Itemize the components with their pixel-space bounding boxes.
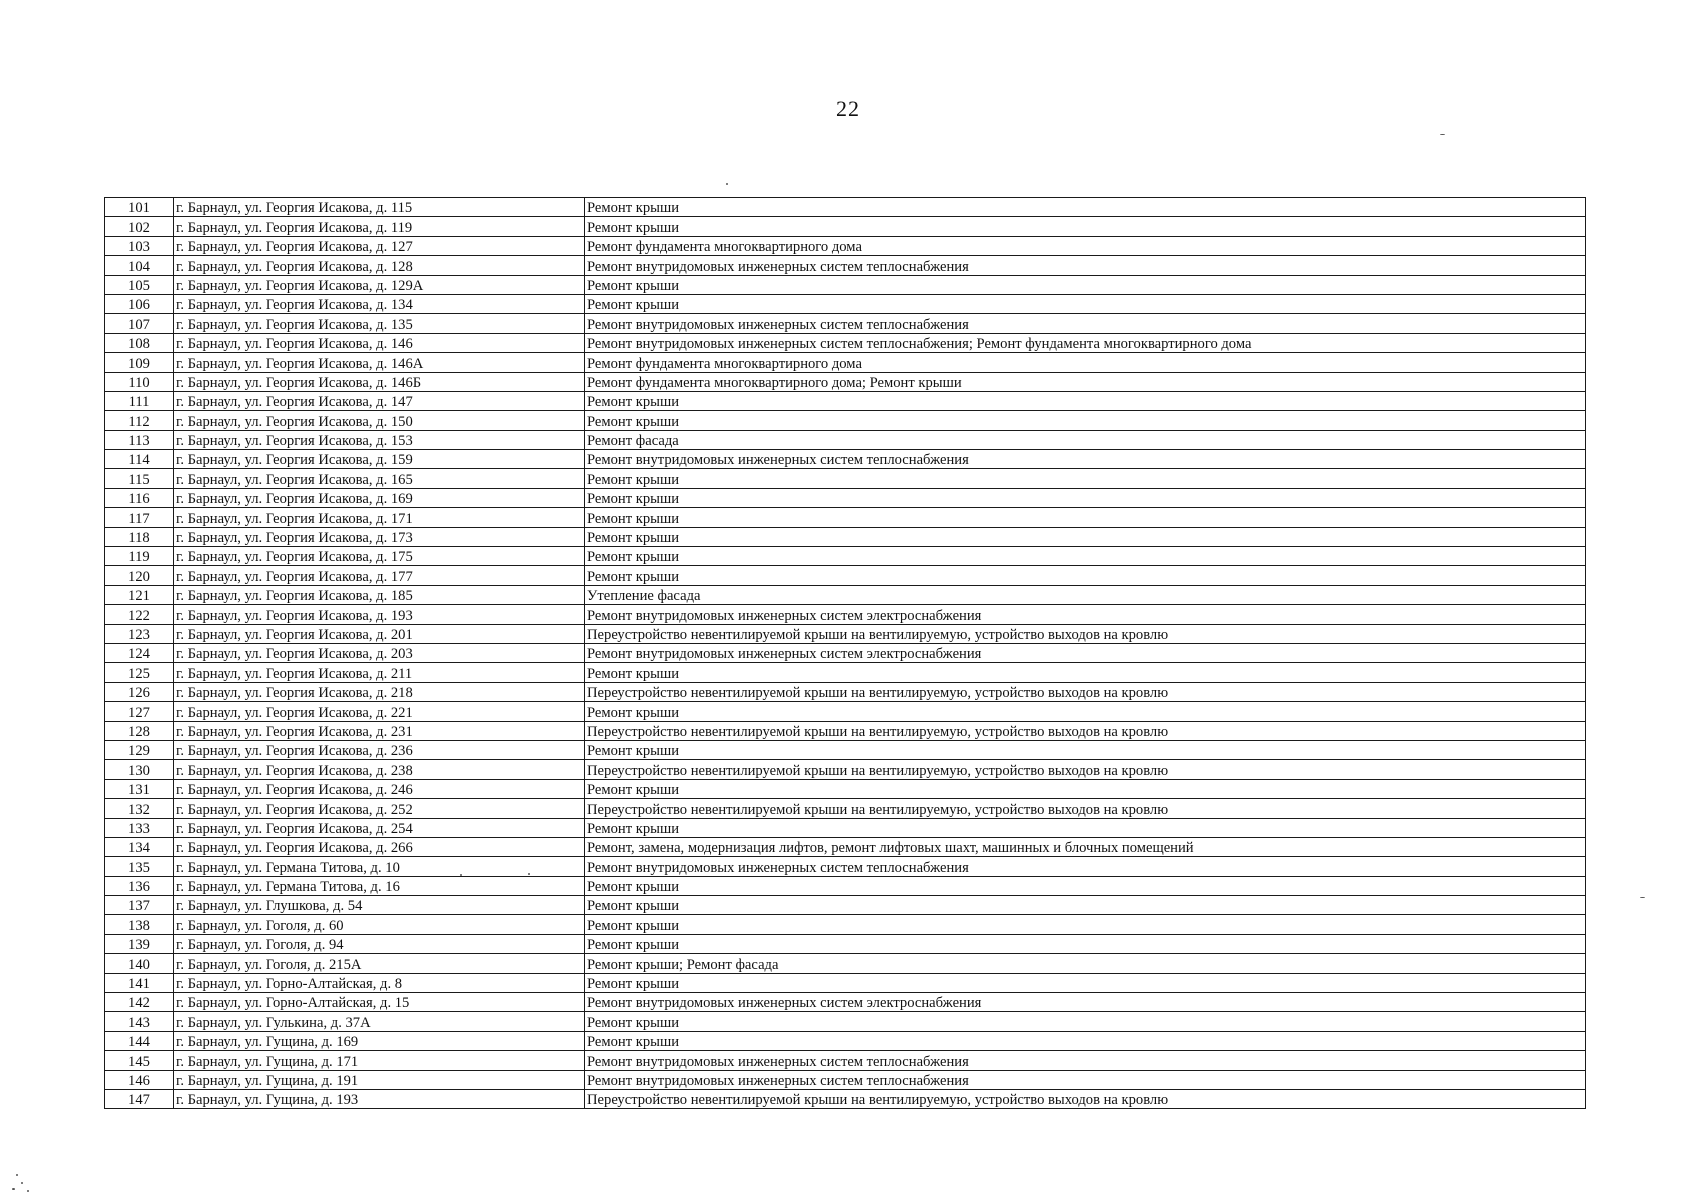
address-cell: г. Барнаул, ул. Германа Титова, д. 10 bbox=[174, 857, 585, 876]
row-number-cell: 124 bbox=[105, 643, 174, 662]
address-cell: г. Барнаул, ул. Георгия Исакова, д. 119 bbox=[174, 217, 585, 236]
table-row bbox=[105, 1012, 1586, 1031]
table-row bbox=[105, 993, 1586, 1012]
work-type-cell: Ремонт крыши bbox=[585, 198, 1586, 217]
table-row bbox=[105, 353, 1586, 372]
address-cell: г. Барнаул, ул. Георгия Исакова, д. 175 bbox=[174, 547, 585, 566]
row-number-cell: 134 bbox=[105, 837, 174, 856]
address-cell: г. Барнаул, ул. Георгия Исакова, д. 129А bbox=[174, 275, 585, 294]
row-number-cell: 117 bbox=[105, 508, 174, 527]
table-row bbox=[105, 430, 1586, 449]
table-row bbox=[105, 896, 1586, 915]
work-type-cell: Ремонт крыши bbox=[585, 217, 1586, 236]
address-cell: г. Барнаул, ул. Горно-Алтайская, д. 15 bbox=[174, 993, 585, 1012]
address-cell: г. Барнаул, ул. Гоголя, д. 94 bbox=[174, 934, 585, 953]
page-number: 22 bbox=[836, 96, 860, 121]
row-number-cell: 123 bbox=[105, 624, 174, 643]
table-row bbox=[105, 256, 1586, 275]
work-type-cell: Ремонт крыши bbox=[585, 896, 1586, 915]
table-row bbox=[105, 1051, 1586, 1070]
table-row bbox=[105, 605, 1586, 624]
scan-speck bbox=[12, 1188, 15, 1190]
table-row bbox=[105, 198, 1586, 217]
table-row bbox=[105, 740, 1586, 759]
row-number-cell: 125 bbox=[105, 663, 174, 682]
work-type-cell: Ремонт фасада bbox=[585, 430, 1586, 449]
row-number-cell: 113 bbox=[105, 430, 174, 449]
address-cell: г. Барнаул, ул. Георгия Исакова, д. 169 bbox=[174, 488, 585, 507]
work-type-cell: Ремонт крыши bbox=[585, 508, 1586, 527]
work-type-cell: Ремонт внутридомовых инженерных систем электроснабжения bbox=[585, 605, 1586, 624]
row-number-cell: 121 bbox=[105, 585, 174, 604]
work-type-cell: Переустройство невентилируемой крыши на вентилируемую, устройство выходов на кровлю bbox=[585, 721, 1586, 740]
table-row bbox=[105, 682, 1586, 701]
row-number-cell: 140 bbox=[105, 954, 174, 973]
table-body bbox=[105, 198, 1586, 1109]
work-type-cell: Ремонт фундамента многоквартирного дома bbox=[585, 353, 1586, 372]
table-row bbox=[105, 333, 1586, 352]
table-row bbox=[105, 915, 1586, 934]
row-number-cell: 122 bbox=[105, 605, 174, 624]
row-number-cell: 139 bbox=[105, 934, 174, 953]
row-number-cell: 107 bbox=[105, 314, 174, 333]
work-type-cell: Переустройство невентилируемой крыши на вентилируемую, устройство выходов на кровлю bbox=[585, 682, 1586, 701]
table-row bbox=[105, 799, 1586, 818]
address-cell: г. Барнаул, ул. Горно-Алтайская, д. 8 bbox=[174, 973, 585, 992]
address-cell: г. Барнаул, ул. Георгия Исакова, д. 150 bbox=[174, 411, 585, 430]
address-cell: г. Барнаул, ул. Гоголя, д. 60 bbox=[174, 915, 585, 934]
row-number-cell: 116 bbox=[105, 488, 174, 507]
row-number-cell: 133 bbox=[105, 818, 174, 837]
work-type-cell: Переустройство невентилируемой крыши на вентилируемую, устройство выходов на кровлю bbox=[585, 760, 1586, 779]
table-row bbox=[105, 643, 1586, 662]
scan-speck bbox=[27, 1190, 29, 1192]
row-number-cell: 112 bbox=[105, 411, 174, 430]
table-row bbox=[105, 876, 1586, 895]
table-row bbox=[105, 469, 1586, 488]
scan-speck bbox=[726, 183, 728, 185]
table-row bbox=[105, 547, 1586, 566]
table-row bbox=[105, 236, 1586, 255]
address-cell: г. Барнаул, ул. Георгия Исакова, д. 177 bbox=[174, 566, 585, 585]
work-type-cell: Ремонт крыши bbox=[585, 973, 1586, 992]
row-number-cell: 109 bbox=[105, 353, 174, 372]
work-type-cell: Ремонт крыши bbox=[585, 488, 1586, 507]
row-number-cell: 118 bbox=[105, 527, 174, 546]
row-number-cell: 138 bbox=[105, 915, 174, 934]
address-cell: г. Барнаул, ул. Георгия Исакова, д. 236 bbox=[174, 740, 585, 759]
work-type-cell: Переустройство невентилируемой крыши на вентилируемую, устройство выходов на кровлю bbox=[585, 624, 1586, 643]
row-number-cell: 132 bbox=[105, 799, 174, 818]
row-number-cell: 137 bbox=[105, 896, 174, 915]
work-type-cell: Ремонт крыши bbox=[585, 566, 1586, 585]
table-row bbox=[105, 818, 1586, 837]
work-type-cell: Ремонт крыши; Ремонт фасада bbox=[585, 954, 1586, 973]
address-cell: г. Барнаул, ул. Георгия Исакова, д. 193 bbox=[174, 605, 585, 624]
table-row bbox=[105, 663, 1586, 682]
table-row bbox=[105, 275, 1586, 294]
address-cell: г. Барнаул, ул. Георгия Исакова, д. 201 bbox=[174, 624, 585, 643]
row-number-cell: 135 bbox=[105, 857, 174, 876]
work-type-cell: Ремонт внутридомовых инженерных систем теплоснабжения bbox=[585, 1051, 1586, 1070]
table-row bbox=[105, 585, 1586, 604]
address-cell: г. Барнаул, ул. Георгия Исакова, д. 153 bbox=[174, 430, 585, 449]
work-type-cell: Ремонт крыши bbox=[585, 1012, 1586, 1031]
work-type-cell: Ремонт крыши bbox=[585, 411, 1586, 430]
address-cell: г. Барнаул, ул. Георгия Исакова, д. 266 bbox=[174, 837, 585, 856]
work-type-cell: Ремонт внутридомовых инженерных систем электроснабжения bbox=[585, 993, 1586, 1012]
address-cell: г. Барнаул, ул. Гущина, д. 169 bbox=[174, 1031, 585, 1050]
row-number-cell: 104 bbox=[105, 256, 174, 275]
table-row bbox=[105, 566, 1586, 585]
row-number-cell: 129 bbox=[105, 740, 174, 759]
table-row bbox=[105, 294, 1586, 313]
row-number-cell: 142 bbox=[105, 993, 174, 1012]
work-type-cell: Ремонт крыши bbox=[585, 915, 1586, 934]
address-cell: г. Барнаул, ул. Германа Титова, д. 16 bbox=[174, 876, 585, 895]
address-cell: г. Барнаул, ул. Георгия Исакова, д. 218 bbox=[174, 682, 585, 701]
table-row bbox=[105, 488, 1586, 507]
row-number-cell: 131 bbox=[105, 779, 174, 798]
address-cell: г. Барнаул, ул. Георгия Исакова, д. 115 bbox=[174, 198, 585, 217]
row-number-cell: 146 bbox=[105, 1070, 174, 1089]
row-number-cell: 136 bbox=[105, 876, 174, 895]
address-cell: г. Барнаул, ул. Георгия Исакова, д. 173 bbox=[174, 527, 585, 546]
work-type-cell: Ремонт внутридомовых инженерных систем теплоснабжения bbox=[585, 450, 1586, 469]
row-number-cell: 103 bbox=[105, 236, 174, 255]
work-type-cell: Ремонт крыши bbox=[585, 469, 1586, 488]
table-row bbox=[105, 857, 1586, 876]
address-cell: г. Барнаул, ул. Георгия Исакова, д. 135 bbox=[174, 314, 585, 333]
table-row bbox=[105, 1070, 1586, 1089]
work-type-cell: Ремонт внутридомовых инженерных систем теплоснабжения bbox=[585, 314, 1586, 333]
address-cell: г. Барнаул, ул. Георгия Исакова, д. 203 bbox=[174, 643, 585, 662]
table-row bbox=[105, 973, 1586, 992]
row-number-cell: 144 bbox=[105, 1031, 174, 1050]
row-number-cell: 115 bbox=[105, 469, 174, 488]
row-number-cell: 102 bbox=[105, 217, 174, 236]
address-cell: г. Барнаул, ул. Гоголя, д. 215А bbox=[174, 954, 585, 973]
row-number-cell: 114 bbox=[105, 450, 174, 469]
scan-speck bbox=[16, 1174, 18, 1176]
work-type-cell: Ремонт внутридомовых инженерных систем теплоснабжения bbox=[585, 1070, 1586, 1089]
scan-speck bbox=[528, 873, 530, 875]
address-cell: г. Барнаул, ул. Георгия Исакова, д. 147 bbox=[174, 391, 585, 410]
work-type-cell: Ремонт крыши bbox=[585, 547, 1586, 566]
table-row bbox=[105, 391, 1586, 410]
address-cell: г. Барнаул, ул. Георгия Исакова, д. 231 bbox=[174, 721, 585, 740]
address-cell: г. Барнаул, ул. Гущина, д. 191 bbox=[174, 1070, 585, 1089]
address-cell: г. Барнаул, ул. Георгия Исакова, д. 165 bbox=[174, 469, 585, 488]
row-number-cell: 145 bbox=[105, 1051, 174, 1070]
table-row bbox=[105, 837, 1586, 856]
address-cell: г. Барнаул, ул. Глушкова, д. 54 bbox=[174, 896, 585, 915]
table-row bbox=[105, 411, 1586, 430]
work-type-cell: Ремонт внутридомовых инженерных систем теплоснабжения bbox=[585, 857, 1586, 876]
address-cell: г. Барнаул, ул. Георгия Исакова, д. 252 bbox=[174, 799, 585, 818]
address-cell: г. Барнаул, ул. Гущина, д. 193 bbox=[174, 1089, 585, 1108]
scan-speck bbox=[21, 1182, 23, 1184]
table-row bbox=[105, 721, 1586, 740]
address-cell: г. Барнаул, ул. Георгия Исакова, д. 238 bbox=[174, 760, 585, 779]
work-type-cell: Ремонт внутридомовых инженерных систем теплоснабжения bbox=[585, 256, 1586, 275]
address-cell: г. Барнаул, ул. Георгия Исакова, д. 128 bbox=[174, 256, 585, 275]
scan-speck bbox=[1440, 134, 1445, 135]
work-type-cell: Ремонт крыши bbox=[585, 294, 1586, 313]
address-cell: г. Барнаул, ул. Георгия Исакова, д. 127 bbox=[174, 236, 585, 255]
address-cell: г. Барнаул, ул. Георгия Исакова, д. 211 bbox=[174, 663, 585, 682]
work-type-cell: Ремонт фундамента многоквартирного дома; Ремонт крыши bbox=[585, 372, 1586, 391]
work-type-cell: Переустройство невентилируемой крыши на вентилируемую, устройство выходов на кровлю bbox=[585, 799, 1586, 818]
row-number-cell: 127 bbox=[105, 702, 174, 721]
table-row bbox=[105, 314, 1586, 333]
address-cell: г. Барнаул, ул. Георгия Исакова, д. 246 bbox=[174, 779, 585, 798]
work-type-cell: Ремонт крыши bbox=[585, 876, 1586, 895]
scan-speck bbox=[460, 874, 462, 876]
work-type-cell: Ремонт крыши bbox=[585, 391, 1586, 410]
work-type-cell: Ремонт крыши bbox=[585, 702, 1586, 721]
work-type-cell: Ремонт крыши bbox=[585, 740, 1586, 759]
table-row bbox=[105, 527, 1586, 546]
table-row bbox=[105, 1031, 1586, 1050]
row-number-cell: 105 bbox=[105, 275, 174, 294]
row-number-cell: 130 bbox=[105, 760, 174, 779]
address-cell: г. Барнаул, ул. Георгия Исакова, д. 254 bbox=[174, 818, 585, 837]
work-type-cell: Ремонт фундамента многоквартирного дома bbox=[585, 236, 1586, 255]
work-type-cell: Ремонт крыши bbox=[585, 663, 1586, 682]
row-number-cell: 147 bbox=[105, 1089, 174, 1108]
row-number-cell: 128 bbox=[105, 721, 174, 740]
address-cell: г. Барнаул, ул. Георгия Исакова, д. 185 bbox=[174, 585, 585, 604]
address-cell: г. Барнаул, ул. Гулькина, д. 37А bbox=[174, 1012, 585, 1031]
table-row bbox=[105, 624, 1586, 643]
address-cell: г. Барнаул, ул. Георгия Исакова, д. 146 bbox=[174, 333, 585, 352]
table-row bbox=[105, 760, 1586, 779]
work-type-cell: Ремонт крыши bbox=[585, 1031, 1586, 1050]
address-cell: г. Барнаул, ул. Георгия Исакова, д. 146Б bbox=[174, 372, 585, 391]
address-cell: г. Барнаул, ул. Георгия Исакова, д. 134 bbox=[174, 294, 585, 313]
row-number-cell: 119 bbox=[105, 547, 174, 566]
address-cell: г. Барнаул, ул. Георгия Исакова, д. 159 bbox=[174, 450, 585, 469]
table-row bbox=[105, 217, 1586, 236]
row-number-cell: 126 bbox=[105, 682, 174, 701]
work-type-cell: Ремонт внутридомовых инженерных систем электроснабжения bbox=[585, 643, 1586, 662]
table-row bbox=[105, 779, 1586, 798]
table-row bbox=[105, 372, 1586, 391]
work-type-cell: Ремонт крыши bbox=[585, 818, 1586, 837]
repair-works-table bbox=[104, 197, 1586, 1109]
work-type-cell: Утепление фасада bbox=[585, 585, 1586, 604]
row-number-cell: 106 bbox=[105, 294, 174, 313]
address-cell: г. Барнаул, ул. Георгия Исакова, д. 146А bbox=[174, 353, 585, 372]
row-number-cell: 101 bbox=[105, 198, 174, 217]
row-number-cell: 120 bbox=[105, 566, 174, 585]
table-row bbox=[105, 702, 1586, 721]
work-type-cell: Ремонт внутридомовых инженерных систем теплоснабжения; Ремонт фундамента многоквартирного дома bbox=[585, 333, 1586, 352]
table-row bbox=[105, 508, 1586, 527]
address-cell: г. Барнаул, ул. Георгия Исакова, д. 221 bbox=[174, 702, 585, 721]
row-number-cell: 108 bbox=[105, 333, 174, 352]
row-number-cell: 111 bbox=[105, 391, 174, 410]
work-type-cell: Ремонт крыши bbox=[585, 934, 1586, 953]
table-row bbox=[105, 954, 1586, 973]
work-type-cell: Ремонт крыши bbox=[585, 779, 1586, 798]
table-row bbox=[105, 934, 1586, 953]
work-type-cell: Ремонт, замена, модернизация лифтов, ремонт лифтовых шахт, машинных и блочных помещений bbox=[585, 837, 1586, 856]
row-number-cell: 141 bbox=[105, 973, 174, 992]
row-number-cell: 143 bbox=[105, 1012, 174, 1031]
table-row bbox=[105, 1089, 1586, 1108]
scan-speck bbox=[1640, 897, 1645, 898]
table-row bbox=[105, 450, 1586, 469]
work-type-cell: Переустройство невентилируемой крыши на вентилируемую, устройство выходов на кровлю bbox=[585, 1089, 1586, 1108]
address-cell: г. Барнаул, ул. Георгия Исакова, д. 171 bbox=[174, 508, 585, 527]
address-cell: г. Барнаул, ул. Гущина, д. 171 bbox=[174, 1051, 585, 1070]
work-type-cell: Ремонт крыши bbox=[585, 275, 1586, 294]
row-number-cell: 110 bbox=[105, 372, 174, 391]
work-type-cell: Ремонт крыши bbox=[585, 527, 1586, 546]
